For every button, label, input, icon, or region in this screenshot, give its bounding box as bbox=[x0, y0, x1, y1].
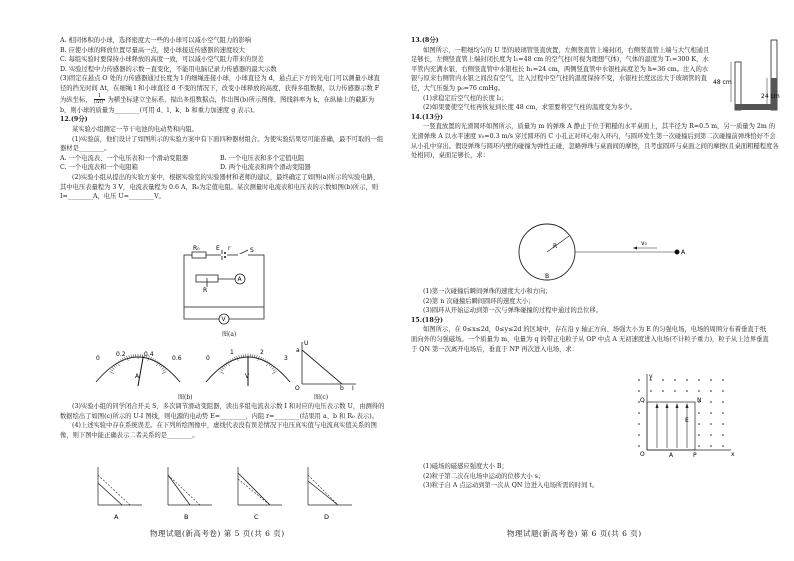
q12-option-b: B. 一个电压表和多个定值电阻 bbox=[220, 154, 305, 162]
option-graph-d bbox=[308, 467, 352, 521]
b-field-dot bbox=[722, 423, 724, 425]
b-field-dot bbox=[722, 412, 724, 414]
meter-tick bbox=[272, 371, 276, 373]
q15-subs bbox=[411, 462, 781, 491]
b-field-dot bbox=[662, 379, 664, 381]
opt-measured-line bbox=[308, 481, 338, 505]
b-field-dot bbox=[710, 401, 712, 403]
q12-option-a: A. 一个电流表、一个电压表和一个滑动变阻器 bbox=[60, 154, 189, 162]
q15-sub3: (3)粒子自 A 点运动到第一次从 QN 边进入电场所需的时间 t。 bbox=[423, 482, 599, 490]
label-voltmeter: V bbox=[221, 316, 226, 323]
meter-tick bbox=[111, 369, 114, 371]
label-s: S bbox=[250, 247, 254, 254]
q13-stem: 如图所示，一粗细均匀的 U 型的玻璃管竖直放置，左侧竖直管上端封闭，右侧竖直管上端与大气相通且足够长，左侧竖直管上端封闭长度为 l₁=48 cm 的空气柱(可视为理想气体)，气体的温度为 T₁=300 K，水平管内充满水银，右侧竖直管中水银柱长 h₁=24 cm，两侧竖直管中水银柱高度差为 h=36 cm。注入的水银与原来右侧管内水银之间没有空气，注入过程中空气柱的温度保持不变，水银柱长度远远大于玻璃管的直径，大气压强为 p₀=76 cmHg。 bbox=[411, 46, 710, 92]
graph-c-ylabel: U bbox=[304, 340, 309, 347]
field-label-y: y bbox=[649, 373, 653, 380]
opt-measured-line bbox=[238, 473, 270, 505]
q12-option-c: C. 一个电流表和一个电阻箱 bbox=[60, 164, 138, 172]
ring-label-r: R bbox=[553, 243, 558, 250]
opt-label-c: C bbox=[254, 513, 259, 521]
ring-label-b: B bbox=[545, 273, 550, 280]
meter-tick bbox=[219, 371, 223, 373]
opt-label-d: D bbox=[324, 513, 330, 521]
q12-intro: 某实验小组测定一节干电池的电动势和内阻。 bbox=[72, 125, 198, 133]
q11-part3-text: (3)固定在悬点 O 处的力传感器通过长度为 l 的细绳连接小球，小球直径为 d，悬点正下方的光电门可以测量小球直径的挡光时间 Δt，在细绳 l 和小球直径 d 不变的情况下，改变小球释放的高度，获得多组数据，以力传感器示数 F 为纵坐标， bbox=[60, 75, 380, 104]
option-graph-b bbox=[168, 467, 212, 521]
q11-fraction-num: 1 bbox=[94, 94, 106, 101]
b-field-dot bbox=[686, 390, 688, 392]
b-field-dot bbox=[686, 379, 688, 381]
graph-c-line bbox=[302, 350, 342, 384]
ammeter-unit: A bbox=[135, 373, 140, 380]
ball-a bbox=[675, 250, 680, 255]
b-field-dot bbox=[710, 423, 712, 425]
b-field-dot bbox=[674, 390, 676, 392]
meter-tick bbox=[270, 366, 272, 368]
q12-options-row1 bbox=[60, 154, 385, 164]
q12-part3-4-block bbox=[60, 402, 385, 440]
opt-label-b: B bbox=[184, 513, 189, 521]
b-field-dot bbox=[722, 379, 724, 381]
b-field-dot bbox=[710, 390, 712, 392]
b-field-dot bbox=[722, 445, 724, 447]
voltmeter-tick-2: 2 bbox=[260, 349, 264, 356]
q11-part3 bbox=[60, 74, 385, 115]
b-field-dot bbox=[638, 390, 640, 392]
voltmeter-tick-3: 3 bbox=[284, 355, 288, 362]
opt-measured-line bbox=[168, 475, 190, 505]
mercury-right bbox=[771, 78, 777, 106]
q15-sub2: (2)粒子第二次在电场中运动的位移大小 s； bbox=[423, 472, 545, 480]
ammeter-tick-2: 0.4 bbox=[144, 351, 154, 358]
left-tube bbox=[735, 62, 741, 110]
b-field-dot bbox=[638, 434, 640, 436]
q12-option-d: D. 两个电流表和两个滑动变阻器 bbox=[220, 164, 311, 172]
meter-tick bbox=[113, 366, 115, 368]
q12-part2: (2)实验小组从提出的实验方案中，根据实验室的实验器材和老师的建议，最终确定了如图(a)所示的实验电路，其中电压表量程为 3 V，电流表量程为 0.6 A，R₀为定值电阻。某次测量时电流表和电压表的示数如图(b)所示，则 I=________A，电压 U=________V。 bbox=[60, 173, 380, 201]
q13-sub2: (2)如果要使空气柱再恢复到长度 48 cm，求需要将空气柱的温度变为多少。 bbox=[423, 104, 637, 112]
field-label-n: N bbox=[697, 397, 702, 404]
opt-label-a: A bbox=[114, 513, 119, 521]
label-e: E bbox=[216, 245, 220, 252]
mercury-bottom bbox=[735, 104, 777, 110]
q14-15-block bbox=[411, 287, 781, 354]
caption-fig-a: 图(a) bbox=[222, 331, 237, 338]
e-field-arrow bbox=[686, 403, 689, 408]
b-field-dot bbox=[710, 434, 712, 436]
q13-heading: 13.(8分) bbox=[411, 37, 439, 44]
meter-tick bbox=[272, 367, 274, 369]
b-field-dot bbox=[674, 379, 676, 381]
graph-c-origin: O bbox=[295, 385, 300, 392]
meter-tick bbox=[273, 369, 276, 371]
q11-part3b-text: 为横坐标建立坐标系，描出多组数据点，作出图(b)所示图像，图线斜率为 k，在纵轴上的截距为 b，则小球的质量为________(可用 d、l、k、b 和重力加速度 g 表示)。 bbox=[60, 96, 375, 114]
voltmeter-tick-0: 0 bbox=[206, 355, 210, 362]
e-field-arrow bbox=[656, 403, 659, 408]
b-field-dot bbox=[722, 434, 724, 436]
v0-arrow-head bbox=[633, 247, 637, 250]
ammeter-dial bbox=[96, 351, 182, 386]
ammeter-tick-1: 0.2 bbox=[116, 351, 126, 358]
opt-true-line bbox=[308, 475, 338, 505]
ammeter-tick-3: 0.6 bbox=[172, 355, 182, 362]
b-field-dot bbox=[698, 434, 700, 436]
b-field-dot bbox=[638, 445, 640, 447]
q11-option-d: D. 实验过程中力传感器的示数一直变化，不能用电脑记录力传感器的最大示数 bbox=[60, 65, 277, 73]
b-field-dot bbox=[710, 445, 712, 447]
e-field-arrow bbox=[676, 403, 679, 408]
u-tube-figure bbox=[713, 36, 787, 116]
meter-tick bbox=[160, 366, 162, 368]
b-field-dot bbox=[698, 445, 700, 447]
b-field-dot bbox=[638, 412, 640, 414]
q11-option-a: A. 相同体积的小球，选择密度大一些的小球可以减小空气阻力的影响 bbox=[60, 37, 252, 44]
b-field-dot bbox=[662, 390, 664, 392]
meter-tick bbox=[163, 369, 166, 371]
meter-tick bbox=[223, 366, 225, 368]
q11-option-b: B. 应使小球的释放位置尽量高一点，使小球接近传感器的速度较大 bbox=[60, 46, 245, 54]
ring-label-a: A bbox=[681, 249, 686, 256]
opt-true-line bbox=[168, 475, 200, 505]
b-field-dot bbox=[650, 390, 652, 392]
graph-c-xlabel: I bbox=[352, 385, 354, 392]
q11-option-c: C. 每组实验时要保持小球释放的高度一致，可以减小空气阻力带来的误差 bbox=[60, 56, 264, 64]
label-ammeter: A bbox=[237, 276, 242, 283]
meter-tick bbox=[222, 367, 224, 369]
q12-heading: 12.(9分) bbox=[60, 116, 88, 124]
b-field-dot bbox=[698, 412, 700, 414]
ring-label-v0: v₀ bbox=[641, 240, 647, 247]
ui-graph-figure-c bbox=[290, 338, 362, 390]
b-field-dot bbox=[710, 379, 712, 381]
b-field-dot bbox=[638, 379, 640, 381]
field-label-x: x bbox=[731, 451, 735, 458]
ammeter-tick-0: 0 bbox=[96, 355, 100, 362]
graph-c-b: b bbox=[340, 385, 344, 392]
b-field-dot bbox=[698, 379, 700, 381]
field-label-p: P bbox=[693, 452, 697, 459]
label-r: r bbox=[228, 245, 231, 252]
resistor-r0 bbox=[192, 252, 206, 258]
q14-heading: 14.(13分) bbox=[411, 113, 443, 121]
wire-voltmeter-left bbox=[184, 307, 219, 319]
battery-gap bbox=[221, 254, 227, 256]
q15-heading: 15.(18分) bbox=[411, 316, 443, 324]
meters-figure-b bbox=[88, 338, 308, 390]
caption-fig-c: 图(c) bbox=[314, 394, 329, 401]
field-figure bbox=[627, 372, 737, 460]
option-graph-a bbox=[98, 467, 142, 521]
caption-fig-b: 图(b) bbox=[178, 394, 193, 401]
q12-option-graphs bbox=[92, 465, 362, 521]
voltmeter-tick-1: 1 bbox=[230, 349, 234, 356]
b-field-dot bbox=[722, 401, 724, 403]
q14-sub1: (1)第一次碰撞后瞬间弹珠的速度大小和方向； bbox=[423, 288, 552, 295]
q13-text-block bbox=[411, 46, 711, 104]
opt-true-line bbox=[238, 479, 270, 505]
q15-stem: 如图所示，在 0≤x≤2d，0≤y≤2d 的区域中，存在沿 y 轴正方向、场强大小为 E 的匀强电场，电场的周围分布着垂直于纸面向外的匀强磁场。一个质量为 m，电量为 q 的带正电粒子从 OP 中点 A 无初速度进入电场(不计粒子重力)，粒子从上边界垂直于 QN 第一次离开电场后，垂直于 NP 再次进入电场，求： bbox=[411, 326, 769, 353]
exam-page-6 bbox=[397, 0, 794, 561]
q11-fraction-den: (Δt)² bbox=[93, 99, 106, 106]
switch-gap bbox=[238, 254, 248, 256]
field-region bbox=[647, 402, 695, 450]
b-field-dot bbox=[722, 390, 724, 392]
q14-sub2: (2)第 n 次碰撞后瞬间圆环的速度大小； bbox=[423, 297, 535, 305]
q12-part1: (1)实验前，他们设计了如图所示的实验方案中有下面四种器材组合。为使实验结果尽可能准确，最不可取的一组器材是________。 bbox=[60, 135, 384, 153]
q13-sub1: (1)求稳定后空气柱的长度 l₂； bbox=[423, 94, 508, 102]
field-label-q: Q bbox=[640, 397, 645, 404]
footer-page-6: 物理试题(新高考卷) 第 6 页(共 6 页) bbox=[507, 529, 642, 538]
meter-tick bbox=[109, 371, 113, 373]
q12-part4: (4)上述实验中存在系统误差。在下列所绘图像中，虚线代表没有误差情况下电压真实值与电流真实值关系的图像，则下图中能正确表示二者关系的是________。 bbox=[60, 422, 377, 439]
circuit-figure-a bbox=[170, 247, 290, 329]
label-rheostat: R bbox=[203, 287, 208, 294]
meter-tick bbox=[162, 371, 166, 373]
ring-radius bbox=[547, 236, 569, 252]
q14-stem: 一竖直放置的光滑圆环如图所示，质量为 m 的弹珠 A 静止于位于粗糙的水平桌面上，其半径为 R=0.5 m，另一质量为 2m 的光滑弹珠 A 以水平速度 v₀=0.3 m/s 穿过圆环的 C 小孔正对环心射入环内，与圆环发生第一次碰撞后到第二次碰撞前弹珠恰好不会从小孔中穿出。假设弹珠与圆环内壁的碰撞为弹性正碰，忽略弹珠与桌面间的摩擦，且考虑圆环与桌面之间的摩擦(且桌面粗糙程度各处相同)，桌面足够长，求： bbox=[411, 123, 779, 160]
b-field-dot bbox=[638, 423, 640, 425]
graph-c-a: a bbox=[296, 347, 300, 354]
wire-voltmeter-right bbox=[229, 307, 264, 319]
b-field-dot bbox=[698, 423, 700, 425]
meter-tick bbox=[162, 367, 164, 369]
q11-fraction bbox=[94, 94, 106, 106]
opt-measured-line bbox=[98, 483, 122, 505]
ammeter-needle bbox=[138, 356, 143, 386]
label-24cm: 24 cm bbox=[761, 93, 780, 100]
voltmeter-dial bbox=[206, 349, 290, 386]
label-r0: R₀ bbox=[193, 245, 200, 252]
q14-sub3: (3)圆环从开始运动到第一次与弹珠碰撞的过程中通过的总位移。 bbox=[423, 307, 602, 315]
b-field-dot bbox=[710, 412, 712, 414]
label-48cm: 48 cm bbox=[713, 79, 732, 86]
field-label-e: E bbox=[685, 417, 689, 424]
b-field-dot bbox=[698, 390, 700, 392]
option-graph-c bbox=[238, 467, 282, 521]
q12-part3: (3)实验小组的同学闭合开关 S，多次调节滑动变阻器，读出多组电流表示数 I 和对应的电压表示数 U，由测得的数据绘出了如图(c)所示的 U-I 图线，则电源的电动势 E=________，内阻 r=________(结果用 a、b 和 R₀ 表示)。 bbox=[60, 403, 385, 420]
e-field-arrow bbox=[666, 403, 669, 408]
voltmeter-unit: V bbox=[245, 373, 250, 380]
q12-options-row2 bbox=[60, 163, 385, 173]
field-label-o: O bbox=[640, 451, 645, 458]
meter-tick bbox=[221, 369, 224, 371]
q15-sub1: (1)磁场的磁感应强度大小 B； bbox=[423, 463, 508, 470]
footer-page-5: 物理试题(新高考卷) 第 5 页(共 6 页) bbox=[150, 529, 285, 538]
meter-tick bbox=[112, 367, 114, 369]
field-label-a: A bbox=[669, 452, 674, 459]
opt-true-line bbox=[98, 475, 130, 505]
ring-figure bbox=[497, 224, 697, 284]
